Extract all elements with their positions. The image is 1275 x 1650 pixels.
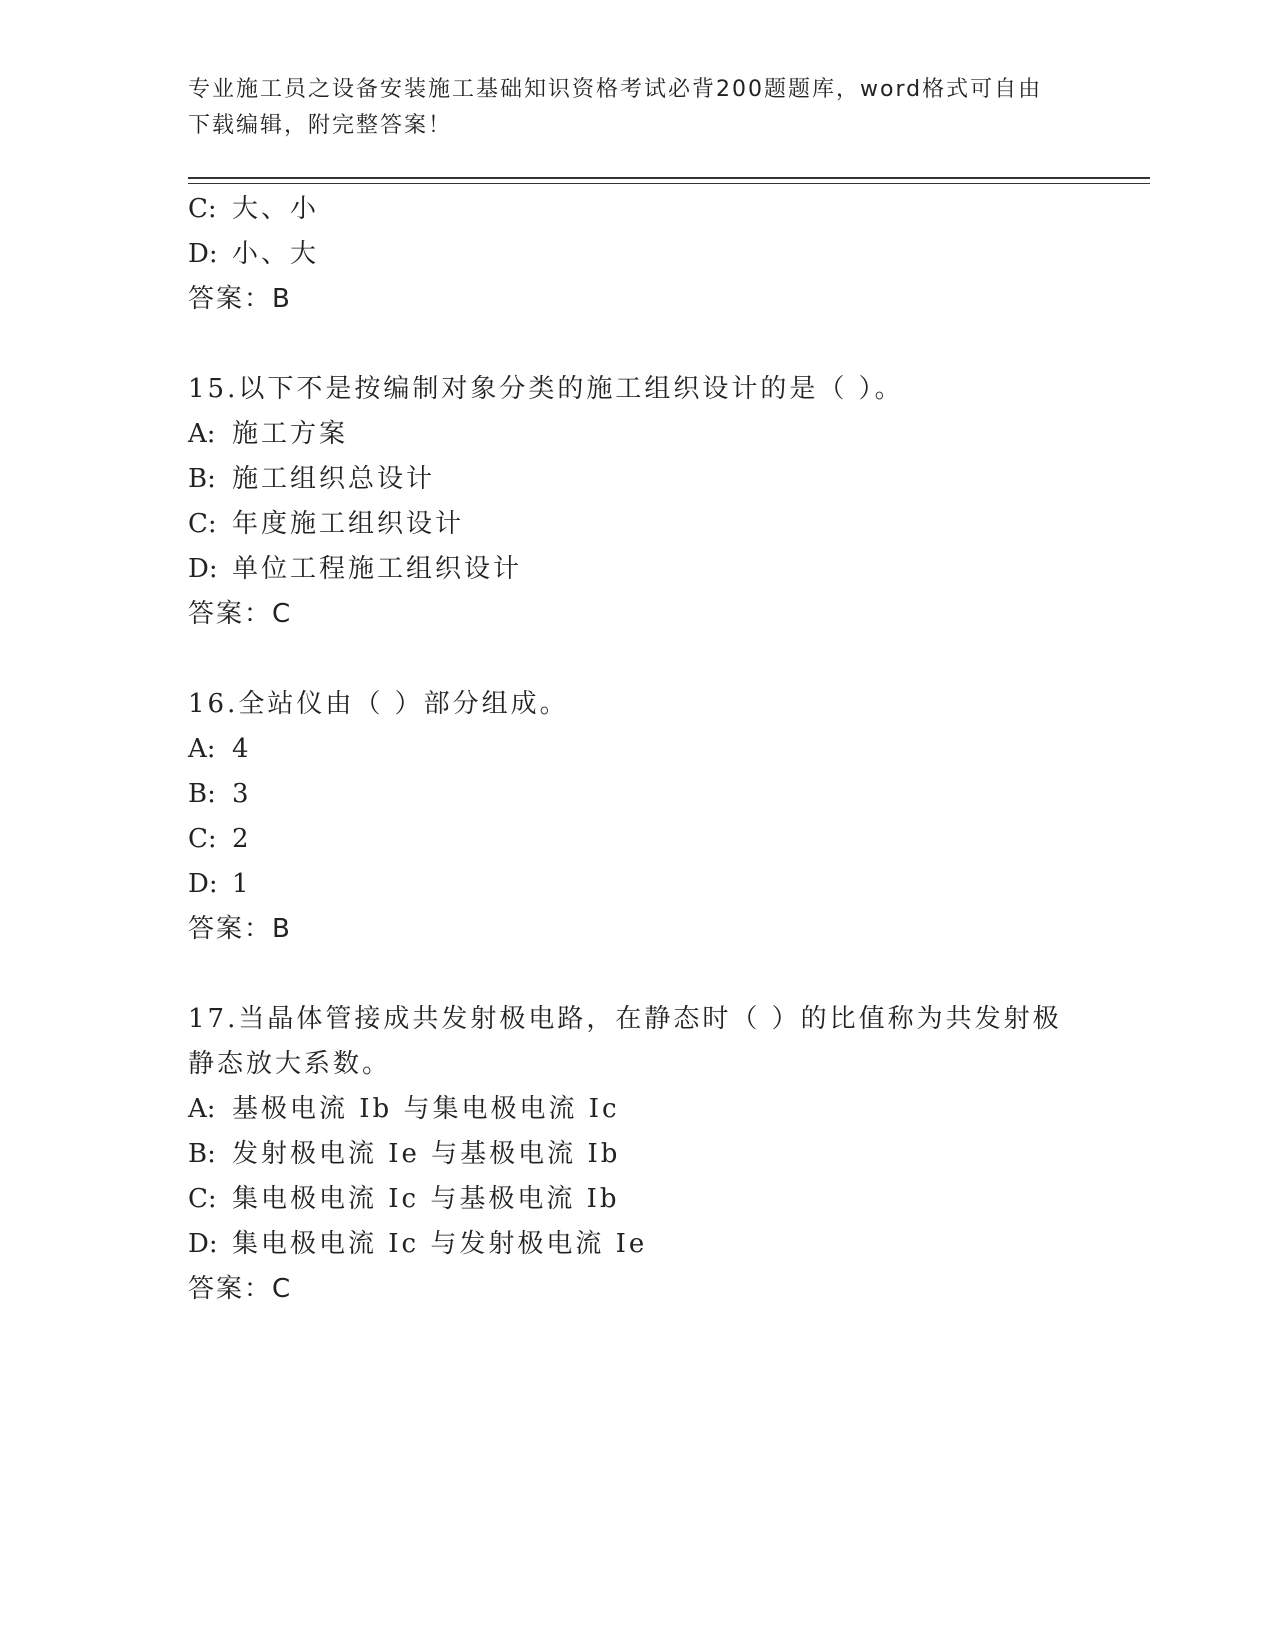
question-17-option-c: C: 集电极电流 Ic 与基极电流 Ib	[188, 1184, 620, 1214]
question-16-stem: 16.全站仪由（ ）部分组成。	[188, 689, 569, 719]
header-line-1: 专业施工员之设备安装施工基础知识资格考试必背200题题库，word格式可自由	[188, 77, 1043, 102]
question-16-answer: 答案：B	[188, 914, 292, 944]
question-17-stem-line-2: 静态放大系数。	[188, 1049, 392, 1079]
header-divider-top	[188, 177, 1150, 179]
question-15-option-c: C: 年度施工组织设计	[188, 509, 465, 539]
question-17-option-d: D: 集电极电流 Ic 与发射极电流 Ie	[188, 1229, 648, 1259]
question-15-option-a: A: 施工方案	[188, 419, 349, 449]
question-15-option-b: B: 施工组织总设计	[188, 464, 436, 494]
question-17-stem-line-1: 17.当晶体管接成共发射极电路，在静态时（ ）的比值称为共发射极	[188, 1004, 1062, 1034]
question-15-stem: 15.以下不是按编制对象分类的施工组织设计的是（ ）。	[188, 374, 904, 404]
question-15-answer: 答案：C	[188, 599, 293, 629]
question-17-answer: 答案：C	[188, 1274, 293, 1304]
document-header	[188, 72, 1088, 144]
option-d: D: 小、大	[188, 239, 320, 269]
question-16-option-d: D: 1	[188, 869, 252, 899]
header-divider-bottom	[188, 183, 1150, 184]
question-16-option-a: A: 4	[188, 734, 252, 764]
question-17-option-a: A: 基极电流 Ib 与集电极电流 Ic	[188, 1094, 620, 1124]
answer-line: 答案：B	[188, 284, 292, 314]
question-16-option-c: C: 2	[188, 824, 252, 854]
header-line-2: 下载编辑，附完整答案！	[188, 113, 453, 138]
question-17-option-b: B: 发射极电流 Ie 与基极电流 Ib	[188, 1139, 621, 1169]
option-c: C: 大、小	[188, 194, 320, 224]
question-16-option-b: B: 3	[188, 779, 252, 809]
question-15-option-d: D: 单位工程施工组织设计	[188, 554, 523, 584]
